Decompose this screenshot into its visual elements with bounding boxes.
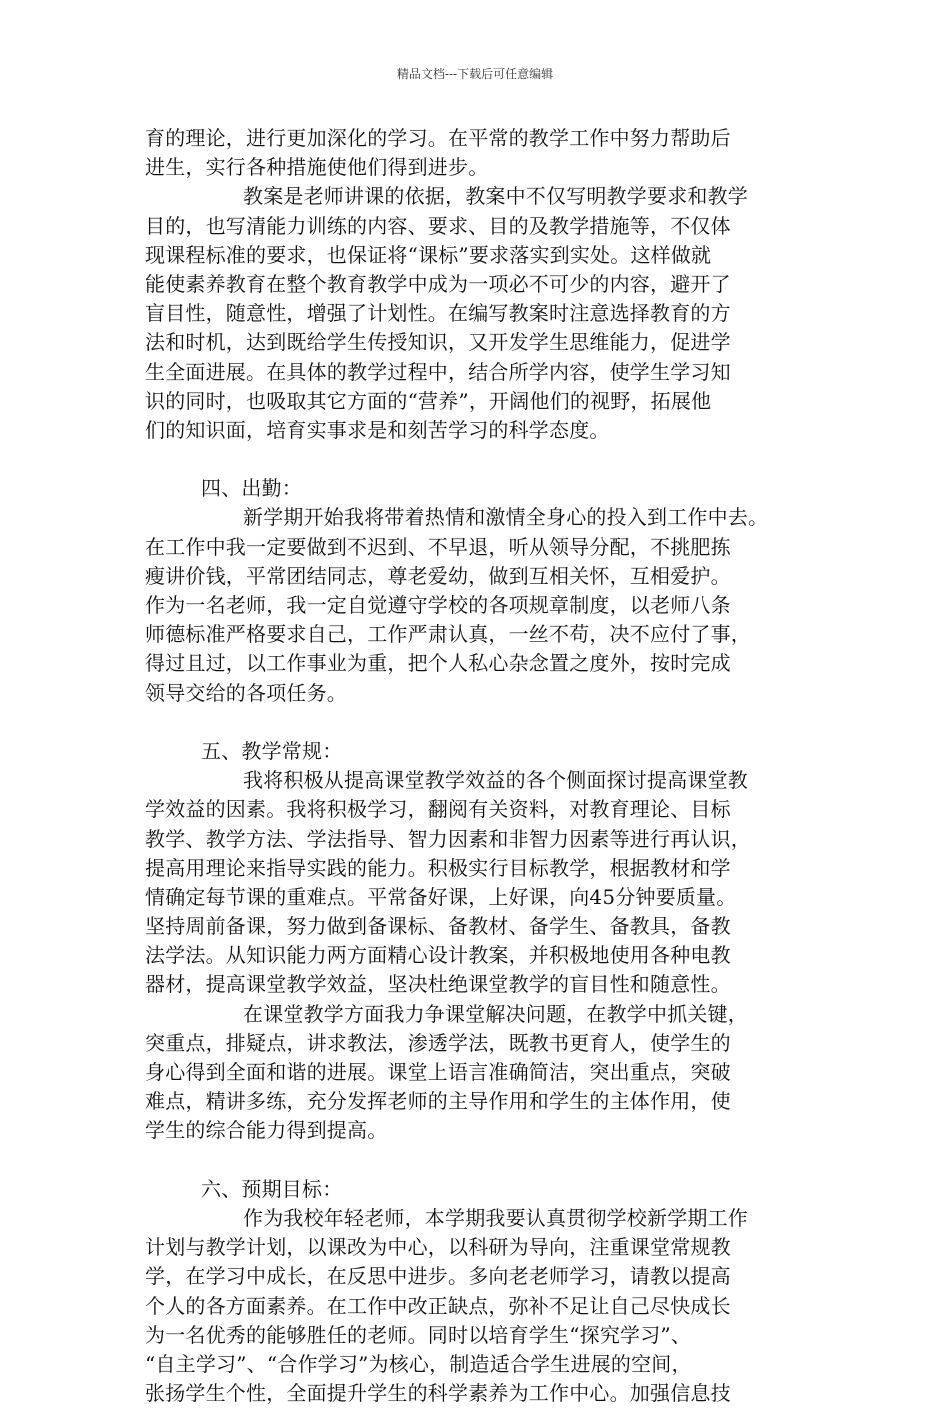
text-line: “自主学习”、“合作学习”为核心，制造适合学生进展的空间， xyxy=(145,1351,692,1376)
page-header: 精品文档---下载后可任意编辑 xyxy=(396,67,554,81)
paragraph-gap xyxy=(145,1146,810,1175)
text-line: 作为一名老师，我一定自觉遵守学校的各项规章制度，以老师八条 xyxy=(145,593,731,617)
text-line: 在工作中我一定要做到不迟到、不早退，听从领导分配，不挑肥拣 xyxy=(145,534,731,559)
text-line: 学，在学习中成长，在反思中进步。多向老老师学习，请教以提高 xyxy=(145,1264,731,1289)
section-heading: 六、预期目标： xyxy=(201,1176,343,1201)
text-line: 生全面进展。在具体的教学过程中，结合所学内容，使学生学习知 xyxy=(145,359,731,384)
text-line: 情确定每节课的重难点。平常备好课，上好课，向45分钟要质量。 xyxy=(145,884,737,909)
text-line: 教学、教学方法、学法指导、智力因素和非智力因素等进行再认识， xyxy=(145,826,751,851)
text-line: 张扬学生个性，全面提升学生的科学素养为工作中心。加强信息技 xyxy=(145,1381,731,1406)
text-line: 提高用理论来指导实践的能力。积极实行目标教学，根据教材和学 xyxy=(145,855,731,880)
text-line: 作为我校年轻老师，本学期我要认真贯彻学校新学期工作 xyxy=(243,1205,748,1230)
text-line: 身心得到全面和谐的进展。课堂上语言准确简洁，突出重点，突破 xyxy=(145,1060,731,1084)
paragraph-gap xyxy=(145,708,810,737)
text-line: 们的知识面，培育实事求是和刻苦学习的科学态度。 xyxy=(145,417,610,442)
text-line: 学生的综合能力得到提高。 xyxy=(145,1118,388,1143)
text-line: 个人的各方面素养。在工作中改正缺点，弥补不足让自己尽快成长 xyxy=(145,1293,731,1318)
text-line: 法和时机，达到既给学生传授知识，又开发学生思维能力，促进学 xyxy=(145,330,731,355)
text-line: 我将积极从提高课堂教学效益的各个侧面探讨提高课堂教 xyxy=(243,768,748,793)
text-line: 师德标准严格要求自己，工作严肃认真，一丝不苟，决不应付了事， xyxy=(145,622,751,647)
text-line: 目的，也写清能力训练的内容、要求、目的及教学措施等，不仅体 xyxy=(145,213,731,238)
text-line: 现课程标准的要求，也保证将“课标”要求落实到实处。这样做就 xyxy=(145,242,712,267)
text-line: 在课堂教学方面我力争课堂解决问题，在教学中抓关键， xyxy=(243,1001,748,1026)
text-line: 育的理论，进行更加深化的学习。在平常的教学工作中努力帮助后 xyxy=(145,126,731,150)
text-line: 器材，提高课堂教学效益，坚决杜绝课堂教学的盲目性和随意性。 xyxy=(145,972,731,997)
text-line: 突重点，排疑点，讲求教法，渗透学法，既教书更育人，使学生的 xyxy=(145,1030,731,1055)
text-line: 领导交给的各项任务。 xyxy=(145,680,347,705)
text-line: 教案是老师讲课的依据，教案中不仅写明教学要求和教学 xyxy=(243,184,748,209)
section-heading: 四、出勤： xyxy=(201,476,302,501)
text-line: 难点，精讲多练，充分发挥老师的主导作用和学生的主体作用，使 xyxy=(145,1089,731,1114)
text-line: 能使素养教育在整个教育教学中成为一项必不可少的内容，避开了 xyxy=(145,271,731,296)
text-line: 为一名优秀的能够胜任的老师。同时以培育学生“探究学习”、 xyxy=(145,1322,692,1347)
text-line: 进生，实行各种措施使他们得到进步。 xyxy=(145,155,489,180)
text-line: 得过且过，以工作事业为重，把个人私心杂念置之度外，按时完成 xyxy=(145,651,731,676)
text-line: 坚持周前备课，努力做到备课标、备教材、备学生、备教具，备教 xyxy=(145,914,731,939)
section-heading: 五、教学常规： xyxy=(201,738,343,763)
text-line: 法学法。从知识能力两方面精心设计教案，并积极地使用各种电教 xyxy=(145,943,731,968)
text-line: 识的同时，也吸取其它方面的“营养”，开阔他们的视野，拓展他 xyxy=(145,388,712,413)
document-body xyxy=(145,124,810,1408)
paragraph-gap xyxy=(145,445,810,474)
text-line: 盲目性，随意性，增强了计划性。在编写教案时注意选择教育的方 xyxy=(145,301,731,326)
text-line: 瘦讲价钱，平常团结同志，尊老爱幼，做到互相关怀，互相爱护。 xyxy=(145,563,731,588)
text-line: 计划与教学计划，以课改为中心，以科研为导向，注重课堂常规教 xyxy=(145,1235,731,1260)
text-line: 学效益的因素。我将积极学习，翻阅有关资料，对教育理论、目标 xyxy=(145,797,731,822)
text-line: 新学期开始我将带着热情和激情全身心的投入到工作中去。 xyxy=(243,505,769,530)
